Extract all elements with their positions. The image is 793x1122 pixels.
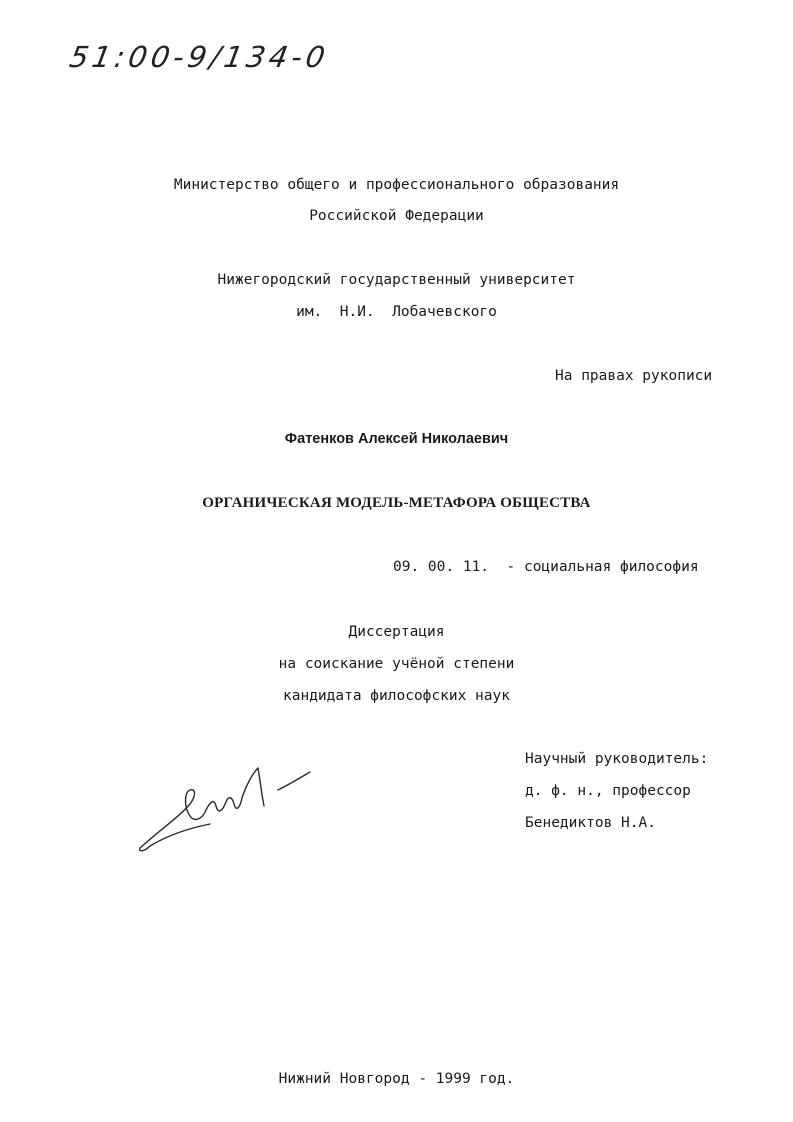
dissertation-line-2: на соискание учёной степени [278,656,515,672]
specialty [393,558,699,576]
ministry-line-2: Российской Федерации [309,208,484,224]
signature-stroke [140,768,310,851]
dissertation-line-3: кандидата философских наук [283,688,510,704]
university-line-2: им. Н.И. Лобачевского [296,304,497,320]
author-name: Фатенков Алексей Николаевич [284,431,509,447]
dissertation-line-1: Диссертация [348,624,445,640]
manuscript-note: На правах рукописи [555,368,713,384]
handwritten-signature [130,750,330,860]
supervisor-label: Научный руководитель: [525,751,709,767]
supervisor-name: Бенедиктов Н.А. [525,815,656,831]
specialty-name: - социальная философия [506,559,699,575]
archive-number: 51:00-9/134-0 [67,40,332,74]
ministry-line-1: Министерство общего и профессионального образования [173,177,620,193]
supervisor-degree: д. ф. н., профессор [525,783,691,799]
dissertation-title: ОРГАНИЧЕСКАЯ МОДЕЛЬ-МЕТАФОРА ОБЩЕСТВА [202,495,591,511]
specialty-code: 09. 00. 11. [393,559,490,575]
university-line-1: Нижегородский государственный университет [217,272,576,288]
place-and-year: Нижний Новгород - 1999 год. [278,1071,515,1087]
